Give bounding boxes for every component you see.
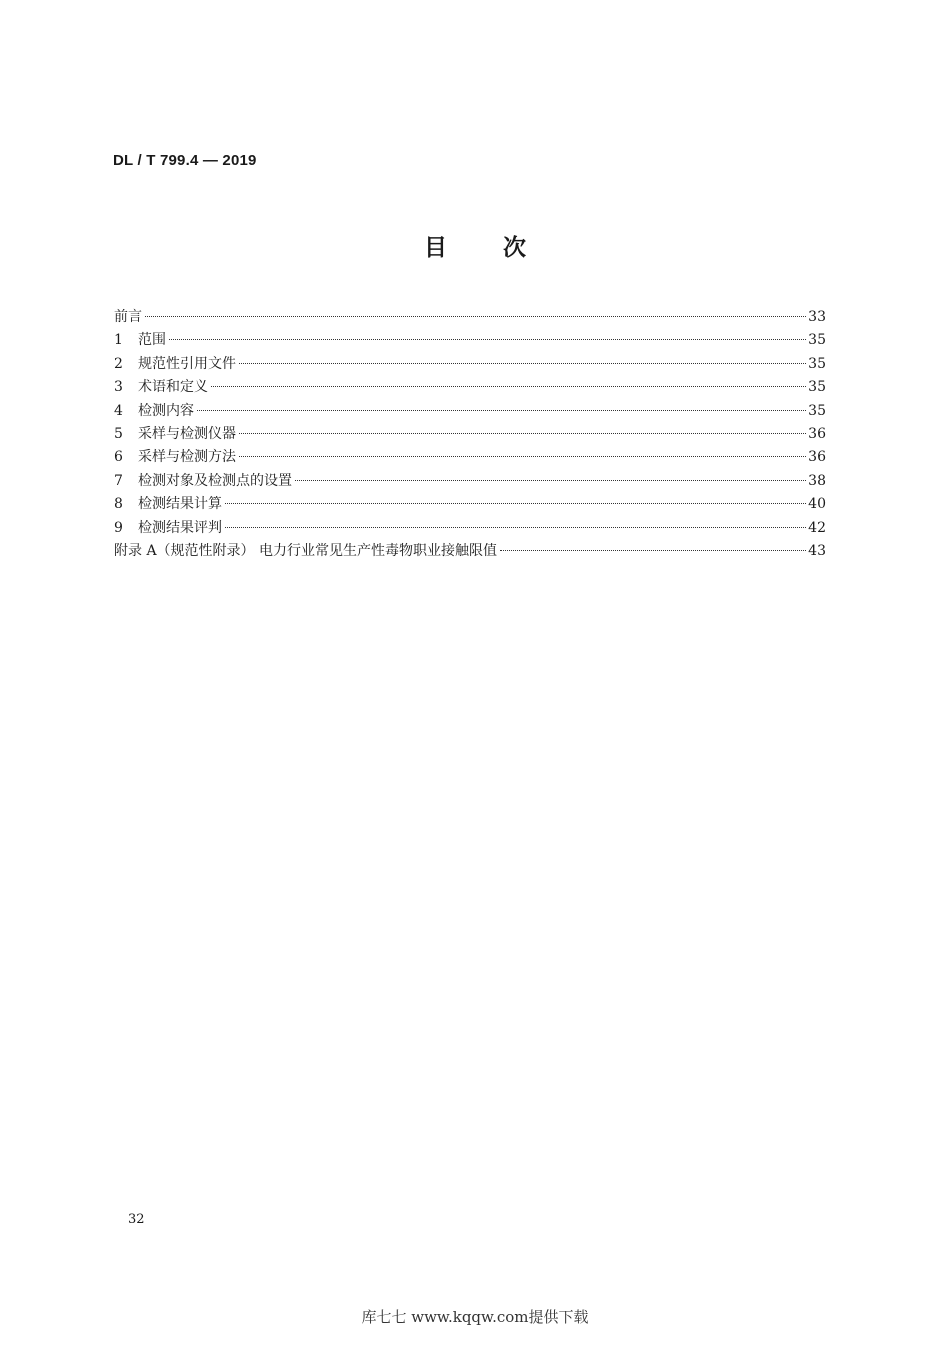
toc-entry-title: 检测对象及检测点的设置 <box>138 472 292 489</box>
toc-leader-dots <box>169 339 806 340</box>
toc-entry-number: 2 <box>114 355 123 372</box>
toc-leader-dots <box>500 550 806 551</box>
toc-entry-page: 36 <box>808 425 826 442</box>
toc-entry-title: 附录 A（规范性附录） 电力行业常见生产性毒物职业接触限值 <box>114 542 498 559</box>
toc-entry-title: 检测结果评判 <box>138 519 222 536</box>
toc-entry-number: 7 <box>114 472 123 489</box>
toc-entry-title: 术语和定义 <box>138 379 208 396</box>
toc-entry-number: 8 <box>114 496 123 513</box>
toc-entry-page: 40 <box>808 496 826 513</box>
toc-leader-dots <box>295 480 806 481</box>
footer-watermark-text: 库七七 www.kqqw.com提供下载 <box>361 1308 589 1326</box>
toc-entry-title: 检测结果计算 <box>138 496 222 513</box>
toc-entry-number: 6 <box>114 449 123 466</box>
toc-leader-dots <box>239 456 806 457</box>
table-of-contents <box>114 306 826 563</box>
toc-entry-number: 9 <box>114 519 123 536</box>
toc-entry-number: 3 <box>114 379 123 396</box>
toc-leader-dots <box>145 316 806 317</box>
page-title <box>0 229 950 262</box>
toc-entry-number: 1 <box>114 332 123 349</box>
toc-entry-title: 前言 <box>114 309 142 325</box>
toc-entry-title: 范围 <box>138 332 166 349</box>
toc-entry-page: 35 <box>808 402 826 419</box>
page-title-char-1: 目 <box>423 235 447 261</box>
toc-leader-dots <box>211 386 806 387</box>
toc-entry-title: 采样与检测仪器 <box>138 425 236 442</box>
toc-entry-9[interactable] <box>114 517 826 540</box>
toc-entry-1[interactable] <box>114 329 826 352</box>
toc-entry-page: 35 <box>808 355 826 372</box>
toc-entry-6[interactable] <box>114 446 826 469</box>
toc-entry-7[interactable] <box>114 470 826 493</box>
toc-leader-dots <box>225 503 806 504</box>
toc-leader-dots <box>239 433 806 434</box>
toc-entry-4[interactable] <box>114 400 826 423</box>
toc-entry-title: 检测内容 <box>138 402 194 419</box>
toc-entry-page: 36 <box>808 449 826 466</box>
toc-entry-page: 33 <box>808 309 826 325</box>
toc-entry-page: 35 <box>808 379 826 396</box>
page-number: 32 <box>128 1212 145 1227</box>
toc-entry-number: 5 <box>114 425 123 442</box>
toc-leader-dots <box>197 410 806 411</box>
toc-entry-page: 38 <box>808 472 826 489</box>
toc-entry-title: 规范性引用文件 <box>138 355 236 372</box>
toc-entry-page: 43 <box>808 542 826 559</box>
toc-entry-foreword[interactable] <box>114 306 826 329</box>
toc-entry-page: 42 <box>808 519 826 536</box>
toc-leader-dots <box>225 527 806 528</box>
standard-code: DL / T 799.4 — 2019 <box>113 152 257 169</box>
toc-entry-title: 采样与检测方法 <box>138 449 236 466</box>
toc-entry-appendix-a[interactable] <box>114 540 826 563</box>
toc-entry-2[interactable] <box>114 353 826 376</box>
page-title-char-2: 次 <box>503 235 526 261</box>
toc-leader-dots <box>239 363 806 364</box>
toc-entry-3[interactable] <box>114 376 826 399</box>
toc-entry-8[interactable] <box>114 493 826 516</box>
toc-entry-5[interactable] <box>114 423 826 446</box>
toc-entry-page: 35 <box>808 332 826 349</box>
toc-entry-number: 4 <box>114 402 123 419</box>
